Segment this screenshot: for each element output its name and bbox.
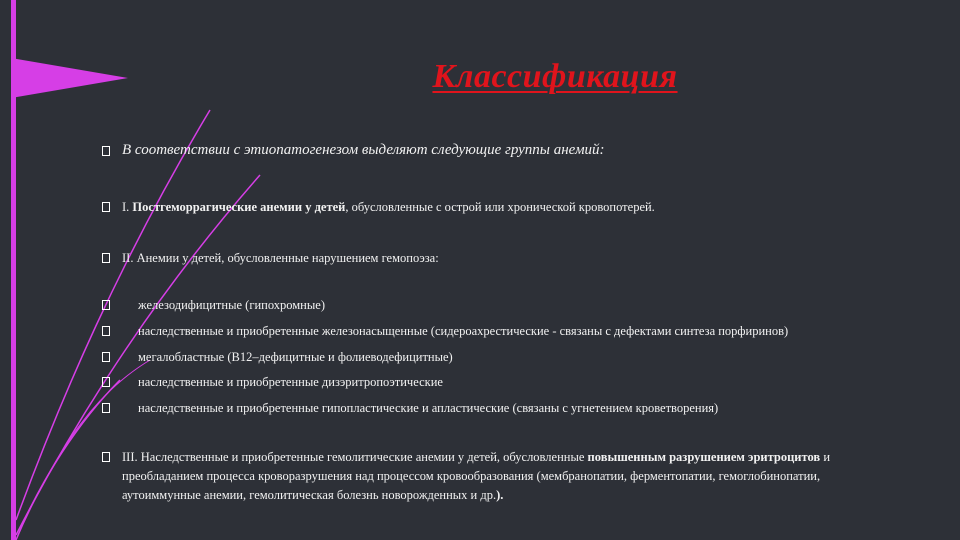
- square-bullet-icon: [102, 452, 110, 462]
- group-1-number: I.: [122, 200, 133, 214]
- slide-title: [0, 58, 960, 96]
- group-1-text: [122, 198, 904, 217]
- group-1-bold: Постгеморрагические анемии у детей: [132, 200, 346, 214]
- subitem-text: железодифицитные (гипохромные): [138, 298, 325, 312]
- square-bullet-icon: [102, 300, 110, 310]
- square-bullet-icon: [102, 326, 110, 336]
- square-bullet-icon: [102, 352, 110, 362]
- group-3-mid: и преобладанием процесса кроворазрушения над процессом кровообразования (мембранопатии, ферментопатии, гемоглобинопатии, аутоиммунные анемии, гемолитическая болезнь новорожденных и др.: [122, 450, 831, 502]
- intro-text: В соответствии с этиопатогенезом выделяют следующие группы анемий:: [122, 142, 605, 158]
- group-1-rest: , обусловленные с острой или хронической кровопотерей.: [345, 200, 655, 214]
- group-3-text: [122, 448, 864, 505]
- group-3-pre: III. Наследственные и приобретенные гемолитические анемии у детей, обусловленные: [122, 450, 588, 464]
- subitem-text: мегалобластные (В12–дефицитные и фолиеводефицитные): [138, 350, 453, 364]
- group-3-bold-end: ).: [496, 488, 504, 502]
- group-2-text: II. Анемии у детей, обусловленные нарушением гемопоэза:: [122, 251, 439, 265]
- subitem-text: наследственные и приобретенные железонасыщенные (сидероахрестические - связаны с дефектами синтеза порфиринов): [138, 324, 789, 338]
- slide-title-text: Классификация: [432, 58, 678, 95]
- square-bullet-icon: [102, 253, 110, 263]
- square-bullet-icon: [102, 146, 110, 156]
- group-3-bold: повышенным разрушением эритроцитов: [587, 450, 821, 464]
- square-bullet-icon: [102, 377, 110, 387]
- subitem-text: наследственные и приобретенные дизэритропоэтические: [138, 375, 443, 389]
- square-bullet-icon: [102, 202, 110, 212]
- square-bullet-icon: [102, 403, 110, 413]
- subitem-text: наследственные и приобретенные гипопластические и апластические (связаны с угнетением кроветворения): [138, 401, 719, 415]
